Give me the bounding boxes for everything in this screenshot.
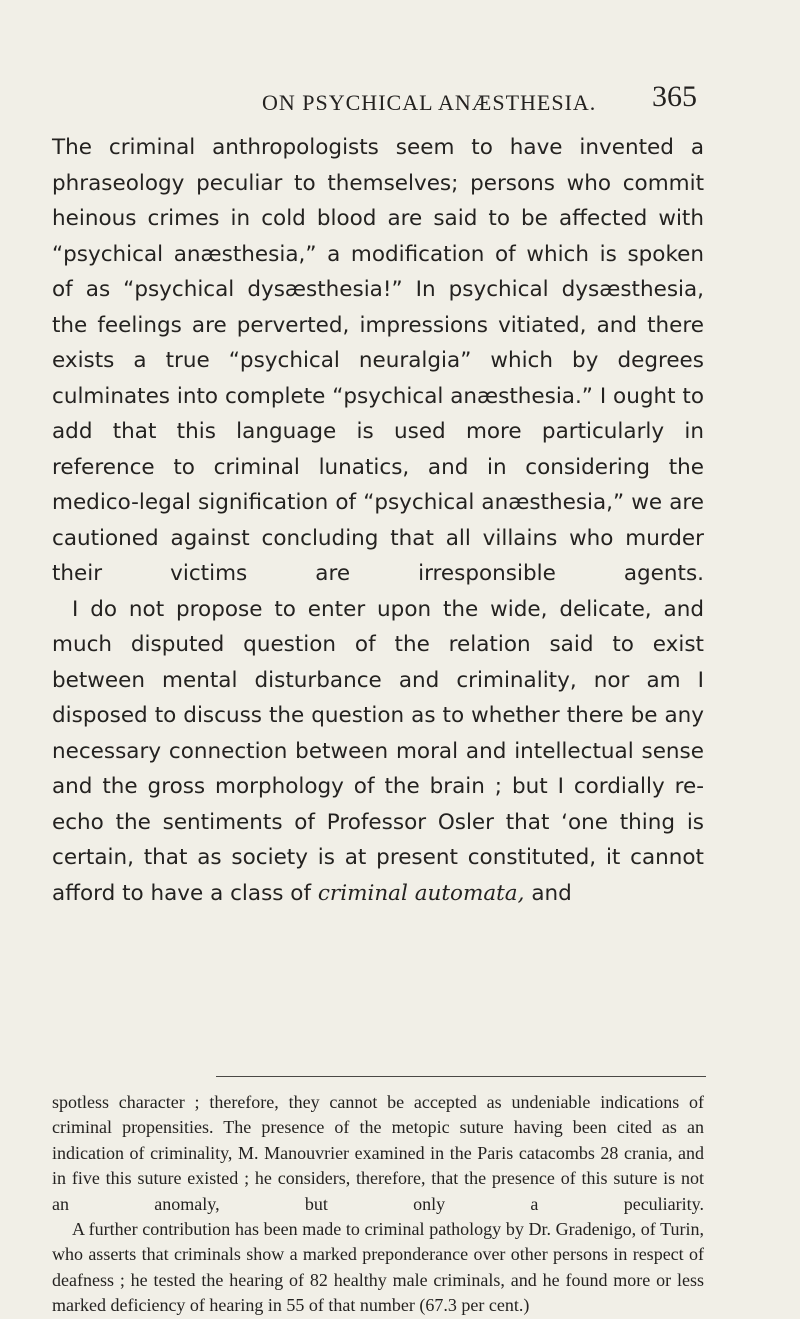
- footnote: [52, 1090, 704, 1319]
- running-header: [0, 76, 800, 116]
- italic-phrase: criminal automata,: [317, 880, 525, 906]
- main-paragraph-2: [52, 592, 704, 912]
- main-paragraph-2-text: I do not propose to enter upon the wide, delicate, and much disputed question of the relation said to exist between mental disturbance and criminality, nor am I disposed to discuss the question as to whether there be any necessary connection between moral and intellectual sense and the gross morphology of the brain ; but I cordially re-echo the sentiments of Professor Osler that ‘one thing is certain, that as society is at present constituted, it cannot afford to have a class of: [52, 596, 704, 906]
- footnote-divider: [216, 1076, 706, 1077]
- running-head-title: ON PSYCHICAL ANÆSTHESIA.: [262, 90, 597, 115]
- main-paragraph-1: The criminal anthropologists seem to have invented a phraseology peculiar to themselves; persons who commit heinous crimes in cold blood are said to be affected with “psychical anæsthesia,” a modification of which is spoken of as “psychical dysæsthesia!” In psychical dysæsthesia, the feelings are perverted, impressions vitiated, and there exists a true “psychical neuralgia” which by degrees culminates into complete “psychical anæsthesia.” I ought to add that this language is used more particularly in reference to criminal lunatics, and in considering the medico-legal signification of “psychical anæsthesia,” we are cautioned against concluding that all villains who murder their victims are irresponsible agents.: [52, 135, 704, 586]
- footnote-paragraph-2: A further contribution has been made to criminal pathology by Dr. Gradenigo, of Turin, who asserts that criminals show a marked preponderance over other persons in respect of deafness ; he tested the hearing of 82 healthy male criminals, and he found more or less marked deficiency of hearing in 55 of that number (67.3 per cent.): [52, 1219, 704, 1316]
- main-paragraph-2-end: and: [531, 880, 572, 906]
- main-text: [52, 130, 704, 911]
- footnote-paragraph-1: spotless character ; therefore, they cannot be accepted as undeniable indications of criminal propensities. The presence of the metopic suture having been cited as an indication of criminality, M. Manouvrier examined in the Paris catacombs 28 crania, and in five this suture existed ; he considers, therefore, that the presence of this suture is not an anomaly, but only a peculiarity.: [52, 1092, 704, 1214]
- page-number: 365: [652, 80, 697, 113]
